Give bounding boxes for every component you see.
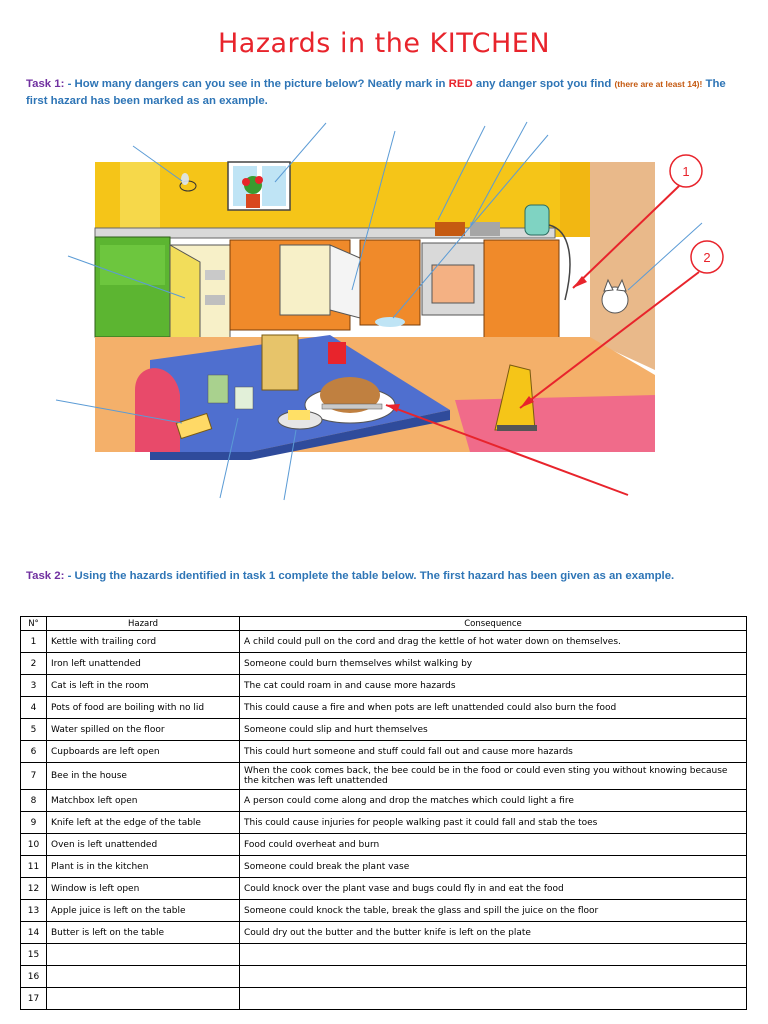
row-number[interactable]: 7 (21, 763, 47, 790)
row-number[interactable]: 4 (21, 697, 47, 719)
table-row (21, 878, 747, 900)
oven (422, 243, 484, 315)
row-number[interactable]: 10 (21, 834, 47, 856)
row-consequence[interactable]: This could cause a fire and when pots are left unattended could also burn the food (240, 697, 747, 719)
row-consequence[interactable]: The cat could roam in and cause more hazards (240, 675, 747, 697)
page-title: Hazards in the KITCHEN (217, 28, 551, 59)
table-row (21, 790, 747, 812)
row-number[interactable]: 15 (21, 944, 47, 966)
table-row (21, 856, 747, 878)
table-row (21, 812, 747, 834)
task1-text-b: any danger spot you find (472, 78, 615, 90)
table-row (21, 988, 747, 1010)
row-consequence[interactable]: Someone could burn themselves whilst walking by (240, 653, 747, 675)
table-row (21, 834, 747, 856)
table-row (21, 653, 747, 675)
row-number[interactable]: 14 (21, 922, 47, 944)
table-row (21, 697, 747, 719)
table-row (21, 763, 747, 790)
row-number[interactable]: 12 (21, 878, 47, 900)
task1-text-a: - How many dangers can you see in the picture below? Neatly mark in (64, 78, 449, 90)
kitchen-illustration (0, 118, 768, 508)
hazards-table (20, 616, 747, 1010)
row-hazard[interactable]: Butter is left on the table (47, 922, 240, 944)
row-number[interactable]: 5 (21, 719, 47, 741)
row-consequence[interactable]: This could cause injuries for people walking past it could fall and stab the toes (240, 812, 747, 834)
task2-text: - Using the hazards identified in task 1 complete the table below. The first hazard has been given as an example. (64, 570, 675, 582)
row-hazard[interactable]: Bee in the house (47, 763, 240, 790)
task1-text-c: The first hazard has been marked as an example. (26, 78, 726, 107)
row-number[interactable]: 11 (21, 856, 47, 878)
water-spill (375, 317, 405, 327)
task2-label: Task 2: (26, 570, 65, 582)
row-hazard[interactable] (47, 988, 240, 1010)
right-wall (590, 162, 655, 370)
cereal-box (262, 335, 298, 390)
row-consequence[interactable]: Someone could slip and hurt themselves (240, 719, 747, 741)
row-hazard[interactable]: Kettle with trailing cord (47, 631, 240, 653)
table-row (21, 922, 747, 944)
task2-instructions (26, 568, 746, 585)
table-header-row (21, 617, 747, 631)
marker-1 (670, 155, 702, 187)
table-row (21, 966, 747, 988)
row-consequence[interactable]: A person could come along and drop the matches which could light a fire (240, 790, 747, 812)
row-number[interactable]: 1 (21, 631, 47, 653)
row-number[interactable]: 6 (21, 741, 47, 763)
row-consequence[interactable]: Someone could break the plant vase (240, 856, 747, 878)
open-cupboard-door (330, 245, 360, 318)
row-consequence[interactable]: This could hurt someone and stuff could fall out and cause more hazards (240, 741, 747, 763)
row-number[interactable]: 13 (21, 900, 47, 922)
table-row (21, 900, 747, 922)
row-number[interactable]: 16 (21, 966, 47, 988)
marker-2-label: 2 (703, 250, 711, 265)
task1-red-word: RED (448, 78, 473, 90)
row-number[interactable]: 17 (21, 988, 47, 1010)
table-body (21, 631, 747, 1010)
row-number[interactable]: 9 (21, 812, 47, 834)
row-hazard[interactable]: Plant is in the kitchen (47, 856, 240, 878)
row-hazard[interactable]: Oven is left unattended (47, 834, 240, 856)
row-number[interactable]: 8 (21, 790, 47, 812)
row-consequence[interactable]: Someone could knock the table, break the glass and spill the juice on the floor (240, 900, 747, 922)
marker-1-label: 1 (682, 164, 690, 179)
row-hazard[interactable]: Iron left unattended (47, 653, 240, 675)
open-cupboard-left (170, 245, 230, 345)
row-consequence[interactable] (240, 944, 747, 966)
row-hazard[interactable] (47, 966, 240, 988)
table-row (21, 675, 747, 697)
row-hazard[interactable]: Cupboards are left open (47, 741, 240, 763)
row-hazard[interactable]: Water spilled on the floor (47, 719, 240, 741)
marker-2 (691, 241, 723, 273)
row-hazard[interactable]: Knife left at the edge of the table (47, 812, 240, 834)
table-row (21, 741, 747, 763)
table-row (21, 719, 747, 741)
row-consequence[interactable] (240, 988, 747, 1010)
chair (135, 368, 180, 452)
row-consequence[interactable]: Could knock over the plant vase and bugs could fly in and eat the food (240, 878, 747, 900)
row-consequence[interactable]: Could dry out the butter and the butter knife is left on the plate (240, 922, 747, 944)
task1-small-note: (there are at least 14)! (614, 79, 703, 89)
header-consequence: Consequence (240, 617, 747, 631)
jam-jar (328, 342, 346, 364)
task1-label: Task 1: (26, 78, 65, 90)
apple-juice (208, 375, 228, 403)
row-hazard[interactable] (47, 944, 240, 966)
row-consequence[interactable]: Food could overheat and burn (240, 834, 747, 856)
row-hazard[interactable]: Pots of food are boiling with no lid (47, 697, 240, 719)
row-number[interactable]: 3 (21, 675, 47, 697)
row-hazard[interactable]: Cat is left in the room (47, 675, 240, 697)
table-row (21, 631, 747, 653)
row-hazard[interactable]: Matchbox left open (47, 790, 240, 812)
task1-instructions (26, 76, 746, 110)
row-hazard[interactable]: Apple juice is left on the table (47, 900, 240, 922)
row-number[interactable]: 2 (21, 653, 47, 675)
header-number: N° (21, 617, 47, 631)
row-consequence[interactable] (240, 966, 747, 988)
row-consequence[interactable]: When the cook comes back, the bee could be in the food or could even sting you without knowing because the kitchen was left unattended (240, 763, 747, 790)
ironing-board (455, 395, 655, 452)
table-row (21, 944, 747, 966)
row-consequence[interactable]: A child could pull on the cord and drag the kettle of hot water down on themselves. (240, 631, 747, 653)
row-hazard[interactable]: Window is left open (47, 878, 240, 900)
header-hazard: Hazard (47, 617, 240, 631)
